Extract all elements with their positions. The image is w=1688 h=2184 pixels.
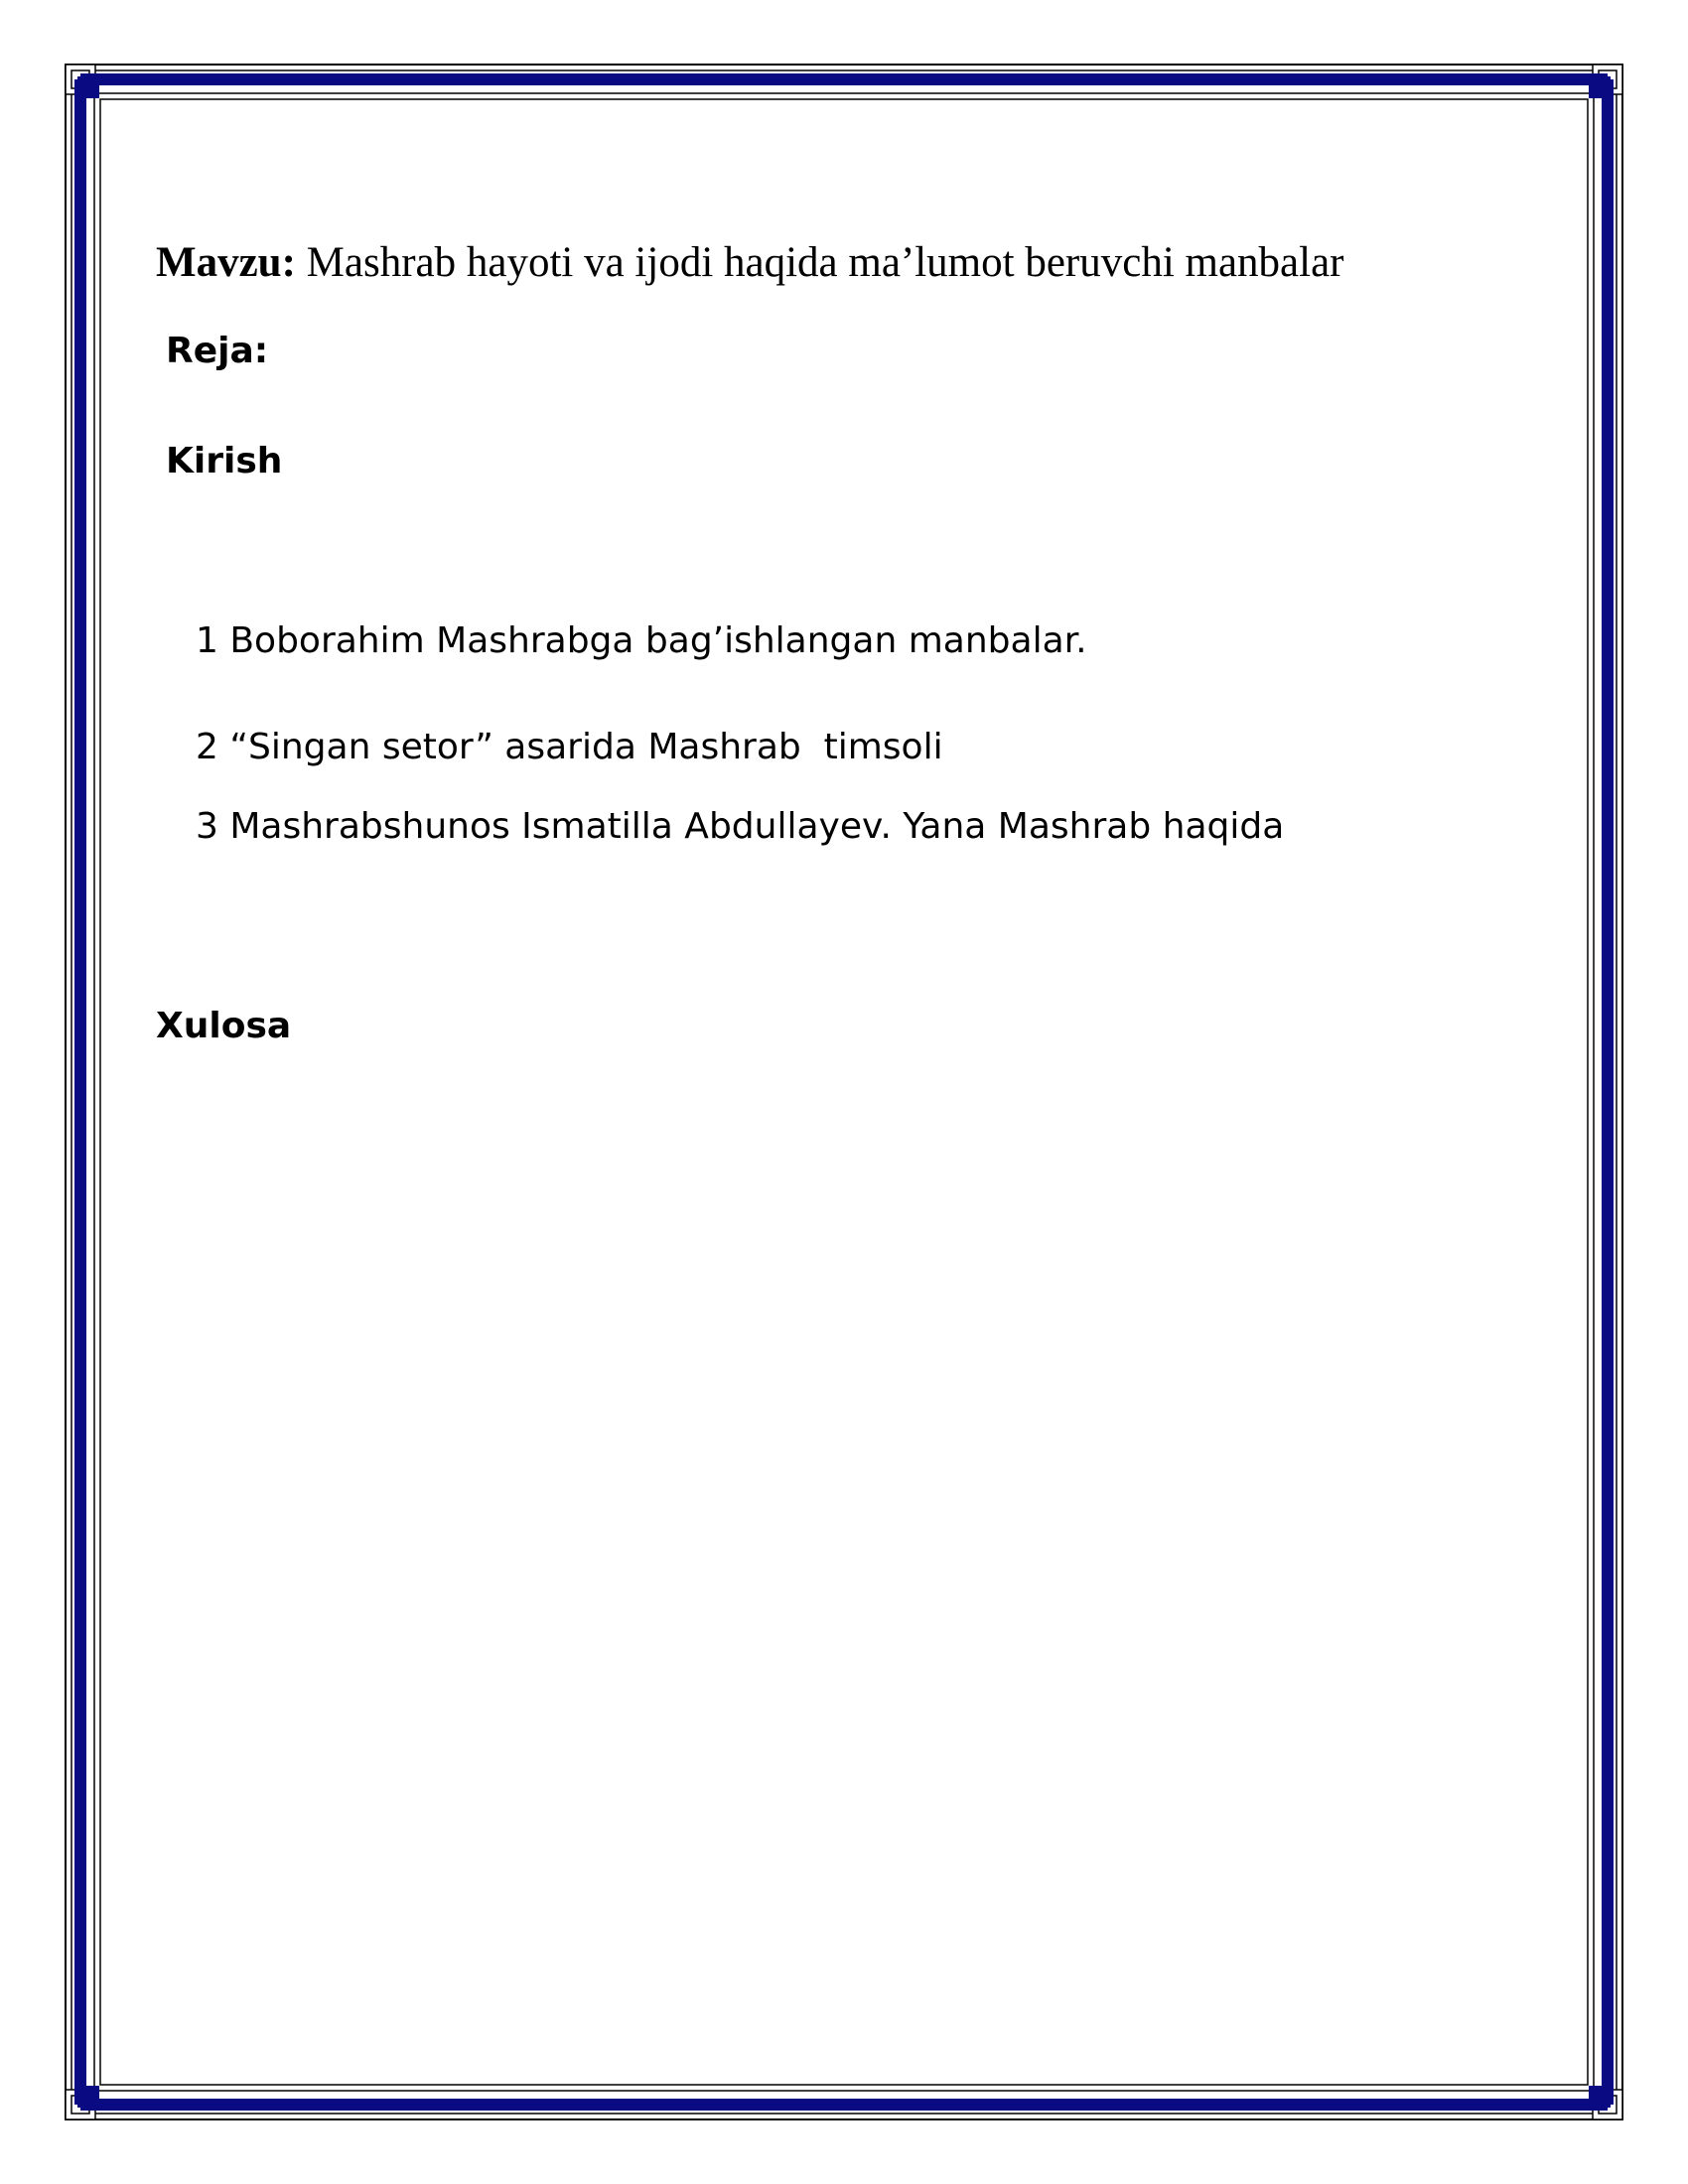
plan-heading: Reja:: [166, 331, 269, 371]
plan-item-1: 1 Boborahim Mashrabga bag’ishlangan manbalar.: [196, 620, 1087, 661]
topic-line: [156, 238, 1344, 287]
topic-label: Mavzu:: [156, 239, 296, 286]
conclusion-heading: Xulosa: [156, 1006, 292, 1046]
plan-item-3: 3 Mashrabshunos Ismatilla Abdullayev. Yana Mashrab haqida: [196, 806, 1285, 847]
topic-text: Mashrab hayoti va ijodi haqida ma’lumot beruvchi manbalar: [306, 239, 1344, 286]
intro-heading: Kirish: [166, 441, 283, 481]
plan-item-2: 2 “Singan setor” asarida Mashrab timsoli: [196, 727, 943, 767]
